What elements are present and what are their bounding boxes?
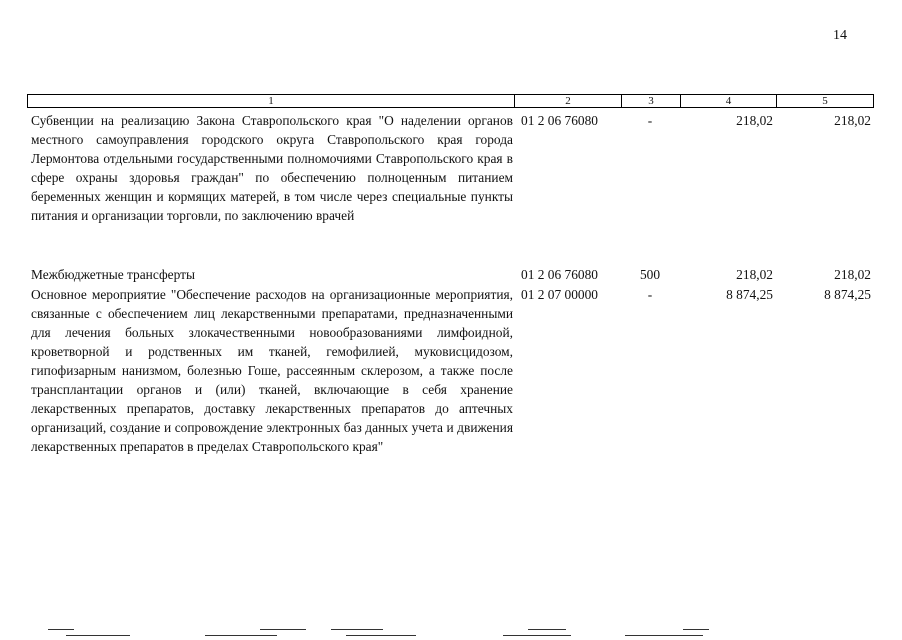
row-name: Субвенции на реализацию Закона Ставропольского края "О наделении органов местного самоуправления городского округа Ставропольского края города Лермонтова отдельными государственными полномочиями Ставропольского края в сфере охраны здоровья граждан" по обеспечению полноценным питанием беременных женщин и кормящих матерей, в том числе через специальные пункты питания и организации торговли, по заключению врачей [31, 113, 513, 223]
row-value-5: 218,02 [834, 267, 871, 282]
header-col-4: 4 [681, 95, 777, 107]
row-value-5: 8 874,25 [824, 287, 871, 302]
row-name: Межбюджетные трансферты [31, 267, 195, 282]
row-value-4: 8 874,25 [726, 287, 773, 302]
header-col-3: 3 [622, 95, 681, 107]
header-col-2: 2 [515, 95, 622, 107]
row-code: 01 2 07 00000 [521, 287, 598, 302]
row-value-4: 218,02 [736, 267, 773, 282]
header-col-1: 1 [28, 95, 515, 107]
row-name: Основное мероприятие "Обеспечение расходов на организационные мероприятия, связанные с обеспечением лиц лекарственными препаратами, предназначенными для лечения больных злокачественными новообразованиями лимфоидной, кроветворной и родственных им тканей, гемофилией, муковисцидозом, гипофизарным нанизмом, болезнью Гоше, рассеянным склерозом, а также после трансплантации органов и (или) тканей, включающие в себя хранение лекарственных препаратов, доставку лекарственных препаратов до аптечных организаций, создание и сопровождение электронных баз данных учета и движения лекарственных препаратов в пределах Ставропольского края" [31, 287, 513, 454]
scan-artifact-lines [0, 626, 902, 640]
row-value-5: 218,02 [834, 113, 871, 128]
row-code: 01 2 06 76080 [521, 267, 598, 282]
row-type: - [647, 113, 653, 128]
table-header [27, 94, 874, 108]
row-value-4: 218,02 [736, 113, 773, 128]
row-code: 01 2 06 76080 [521, 113, 598, 128]
row-type: 500 [639, 267, 661, 282]
page-number: 14 [833, 28, 847, 43]
row-type: - [647, 287, 653, 302]
header-col-5: 5 [822, 95, 828, 107]
